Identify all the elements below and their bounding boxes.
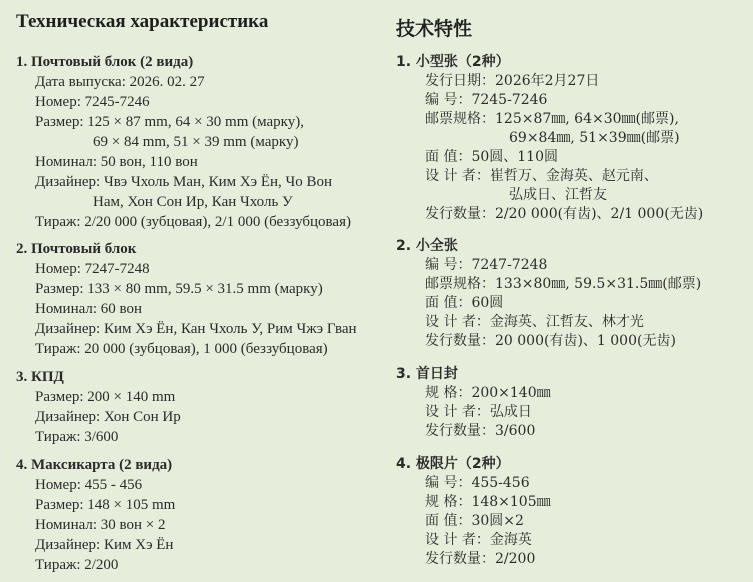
zh-row-number: 编 号：455-456 [425,475,530,491]
ru-row-size-cont: 69 × 84 mm, 51 × 39 mm (марку) [93,134,299,150]
zh-row-size: 邮票规格：133×80㎜, 59.5×31.5㎜(邮票) [425,276,702,292]
ru-section-heading: 3. КПД [16,369,64,385]
zh-row-issue-date: 发行日期：2026年2月27日 [425,73,600,89]
zh-row-denomination: 面 值：60圆 [425,295,504,311]
ru-section-maxicard [16,455,386,575]
ru-row-print-run: Тираж: 3/600 [35,429,119,445]
zh-row-designer: 设 计 者：弘成日 [425,404,532,420]
russian-title: Техническая характеристика [16,11,269,32]
zh-row-size: 邮票规格：125×87㎜, 64×30㎜(邮票), [425,111,679,127]
zh-section-souvenir-sheet [396,52,748,224]
ru-row-size: Размер: 148 × 105 mm [35,497,176,513]
zh-row-designer: 设 计 者：金海英 [425,532,532,548]
ru-row-number: Номер: 455 - 456 [35,477,143,493]
ru-section-heading: 4. Максикарта (2 вида) [16,457,173,473]
zh-row-print-run: 发行数量：3/600 [425,423,536,439]
zh-row-print-run: 发行数量：2/200 [425,551,536,567]
zh-section-maxicard [396,454,748,569]
zh-section-heading: 4. 极限片（2种） [396,456,510,472]
zh-section-miniature-sheet [396,236,748,351]
ru-row-designer: Дизайнер: Ким Хэ Ён [35,537,174,553]
zh-row-number: 编 号：7247-7248 [425,257,548,273]
ru-row-number: Номер: 7247-7248 [35,261,150,277]
ru-row-designer: Дизайнер: Чвэ Чхоль Ман, Ким Хэ Ён, Чо Вон [35,174,333,190]
zh-row-denomination: 面 值：30圆×2 [425,513,524,529]
zh-row-print-run: 发行数量：20 000(有齿)、1 000(无齿) [425,333,676,349]
ru-row-print-run: Тираж: 2/20 000 (зубцовая), 2/1 000 (беззубцовая) [35,214,351,230]
ru-row-size: Размер: 200 × 140 mm [35,389,176,405]
ru-row-denomination: Номинал: 50 вон, 110 вон [35,154,198,170]
zh-row-size: 规 格：200×140㎜ [425,385,551,401]
zh-row-number: 编 号：7245-7246 [425,92,548,108]
zh-row-size: 规 格：148×105㎜ [425,494,551,510]
ru-row-denomination: Номинал: 60 вон [35,301,143,317]
ru-row-print-run: Тираж: 20 000 (зубцовая), 1 000 (беззубцовая) [35,341,328,357]
zh-row-designer: 设 计 者：金海英、江哲友、林才光 [425,314,644,330]
zh-row-size-cont: 69×84㎜, 51×39㎜(邮票) [509,130,680,146]
zh-row-denomination: 面 值：50圆、110圆 [425,149,558,165]
ru-row-designer: Дизайнер: Ким Хэ Ён, Кан Чхоль У, Рим Чжэ Гван [35,321,357,337]
chinese-title: 技术特性 [396,18,473,40]
zh-section-heading: 1. 小型张（2种） [396,54,510,70]
zh-section-heading: 2. 小全张 [396,238,458,254]
zh-row-designer: 设 计 者：崔哲万、金海英、赵元南、 [425,168,658,184]
zh-row-print-run: 发行数量：2/20 000(有齿)、2/1 000(无齿) [425,206,704,222]
ru-row-print-run: Тираж: 2/200 [35,557,119,573]
ru-section-heading: 1. Почтовый блок (2 вида) [16,54,194,70]
ru-row-size: Размер: 133 × 80 mm, 59.5 × 31.5 mm (марку) [35,281,323,297]
ru-section-fdc [16,367,386,447]
zh-section-fdc [396,364,748,441]
ru-row-designer-cont: Нам, Хон Сон Ир, Кан Чхоль У [93,194,293,210]
ru-section-miniature-sheet [16,239,386,359]
ru-row-size: Размер: 125 × 87 mm, 64 × 30 mm (марку), [35,114,304,130]
ru-section-souvenir-sheet [16,52,386,232]
ru-row-number: Номер: 7245-7246 [35,94,150,110]
zh-section-heading: 3. 首日封 [396,366,458,382]
ru-row-issue-date: Дата выпуска: 2026. 02. 27 [35,74,205,90]
ru-row-designer: Дизайнер: Хон Сон Ир [35,409,181,425]
ru-row-denomination: Номинал: 30 вон × 2 [35,517,166,533]
ru-section-heading: 2. Почтовый блок [16,241,137,257]
zh-row-designer-cont: 弘成日、江哲友 [509,187,607,203]
